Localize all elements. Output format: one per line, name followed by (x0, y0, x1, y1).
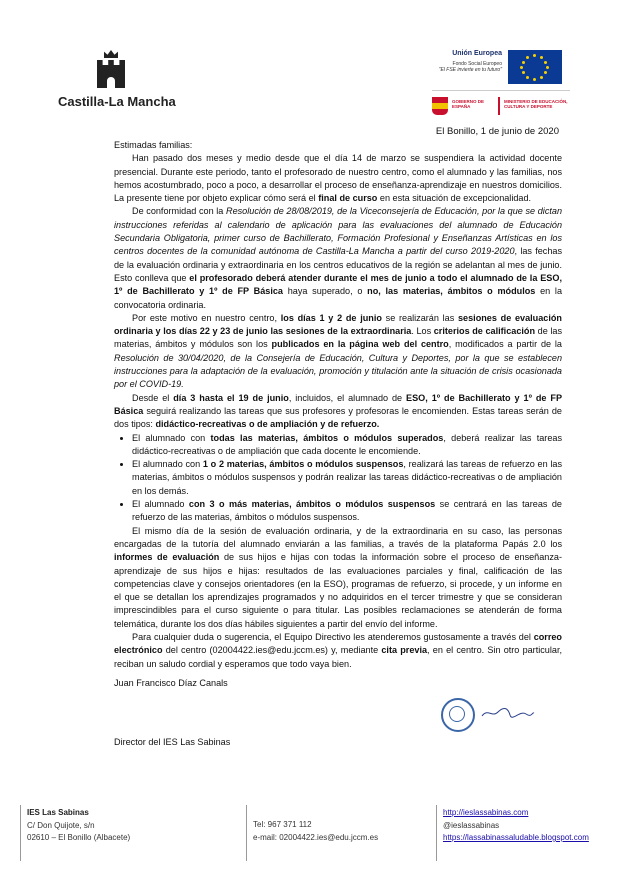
task-list (114, 432, 562, 525)
paragraph: El mismo día de la sesión de evaluación ordinaria, y de la extraordinaria en su caso, las personas encargadas de la tutoría del alumnado enviarán a las familias, a través de la plataforma Papás 2.0 los informes de evaluación de sus hijos e hijas con todas la información sobre el proceso de enseñanza-aprendizaje de sus hijos e hijas: resultados de las evaluaciones parciales y final, calificación de las competencias clave y consejos orientadores (en la ESO), programas de refuerzo, si procede, y un informe en el que se detallan los aprendizajes programados y no adquiridos en el tercer trimestre y que se consideran imprescindibles para el curso siguiente o para titular. Las posibles reclamaciones se atenderán de forma telemática, durante los dos días hábiles siguientes a partir del envío del informe. (114, 525, 562, 629)
greeting: Estimadas familias: (114, 140, 193, 150)
eu-fund: Fondo Social Europeo (452, 61, 502, 67)
eu-title: Unión Europea (452, 50, 502, 57)
list-item: • El alumnado con 3 o más materias, ámbitos o módulos suspensos se centrará en las tareas de refuerzo de las materias, ámbitos o módulos suspensos. (132, 498, 562, 525)
school-seal-icon (441, 698, 475, 732)
footer-street: C/ Don Quijote, s/n (27, 820, 95, 830)
footer (0, 805, 620, 865)
spanish-government-logo (432, 90, 570, 117)
ministry-text: MINISTERIO DE EDUCACIÓN, CULTURA Y DEPORTE (504, 99, 568, 109)
list-item: • El alumnado con todas las materias, ámbitos o módulos superados, deberá realizar las tareas didáctico-recreativas o de ampliación que cada docente le encomiende. (132, 432, 562, 459)
letter-body (114, 139, 562, 749)
list-item: • El alumnado con 1 o 2 materias, ámbitos o módulos suspensos, realizará las tareas de refuerzo en las materias, ámbitos o módulos suspensos y podrán realizar las tareas didáctico-recreativas o de ampliación en los demás. (132, 458, 562, 498)
castilla-la-mancha-logo (58, 50, 176, 109)
footer-email: e-mail: 02004422.ies@edu.jccm.es (253, 832, 379, 842)
paragraph: Han pasado dos meses y medio desde que el día 14 de marzo se suspendiera la actividad docente presencial. Durante este periodo, tanto el profesorado de nuestro centro, como el alumnado y las familias, nos hemos acostumbrado, poco a poco, a desarrollar el proceso de enseñanza-aprendizaje en nuestros domicilios. La presente tiene por objeto explicar cómo será el final de curso en esta situación de excepcionalidad. (114, 153, 562, 204)
castle-icon (96, 50, 126, 88)
brand-name: Castilla-La Mancha (58, 94, 176, 109)
director-title: Director del IES Las Sabinas (114, 737, 231, 748)
footer-tel: Tel: 967 371 112 (253, 820, 312, 829)
footer-school: IES Las Sabinas (27, 808, 89, 817)
eu-motto: "El FSE invierte en tu futuro" (438, 67, 502, 73)
eu-flag-icon (508, 50, 562, 84)
paragraph: Por este motivo en nuestro centro, los días 1 y 2 de junio se realizarán las sesiones de evaluación ordinaria y los días 22 y 23 de junio las sesiones de la extraordinaria. Los criterios de calificación de las materias, ámbitos y módulos son los publicados en la página web del centro, modificados a partir de la Resolución de 30/04/2020, de la Consejería de Educación, Cultura y Deportes, por la que se establecen instrucciones para la adaptación de la evaluación, promoción y titulación ante la situación de crisis ocasionada por el COVID-19. (114, 312, 562, 390)
signer-name: Juan Francisco Díaz Canals (114, 677, 228, 688)
gob-text: GOBIERNO DE ESPAÑA (452, 99, 485, 109)
footer-twitter: @ieslassabinas (443, 820, 500, 830)
footer-blog-link[interactable]: https://lassabinassaludable.blogspot.com (443, 833, 589, 842)
footer-city: 02610 – El Bonillo (Albacete) (27, 833, 131, 842)
letter-date: El Bonillo, 1 de junio de 2020 (435, 126, 559, 137)
spain-shield-icon (432, 97, 448, 115)
signature-icon (480, 706, 536, 720)
paragraph: De conformidad con la Resolución de 28/08/2019, de la Viceconsejería de Educación, por la que se dictan instrucciones referidas al calendario de aplicación para las evaluaciones del alumnado de Educación Secundaria Obligatoria, primer curso de Bachillerato, Formación Profesional y Enseñanzas Artísticas en los centros docentes de la comunidad autónoma de Castilla-La Mancha a partir del curso 2019-2020, las fechas de la evaluación ordinaria y extraordinaria en los centros educativos de la región se adelantan al mes de junio. Esto conlleva que el profesorado deberá atender durante el mes de junio a todo el alumnado de la ESO, 1º de Bachillerato y 1º de FP Básica haya superado, o no, las materias, ámbitos o módulos en la convocatoria ordinaria. (114, 206, 563, 310)
paragraph: Para cualquier duda o sugerencia, el Equipo Directivo les atenderemos gustosamente a través del correo electrónico del centro (02004422.ies@edu.jccm.es) y, mediante cita previa, en el centro. Sin otro particular, reciban un saludo cordial y esperamos que todo vaya bien. (114, 631, 562, 669)
paragraph: Desde el día 3 hasta el 19 de junio, incluidos, el alumnado de ESO, 1º de Bachillerato y 1º de FP Básica seguirá realizando las tareas que sus profesores y profesoras le encomienden. Estas tareas serán de dos tipos: didáctico-recreativas o de ampliación y de refuerzo. (114, 392, 563, 430)
signature-area (114, 690, 562, 736)
footer-web-link[interactable]: http://ieslassabinas.com (443, 808, 529, 817)
